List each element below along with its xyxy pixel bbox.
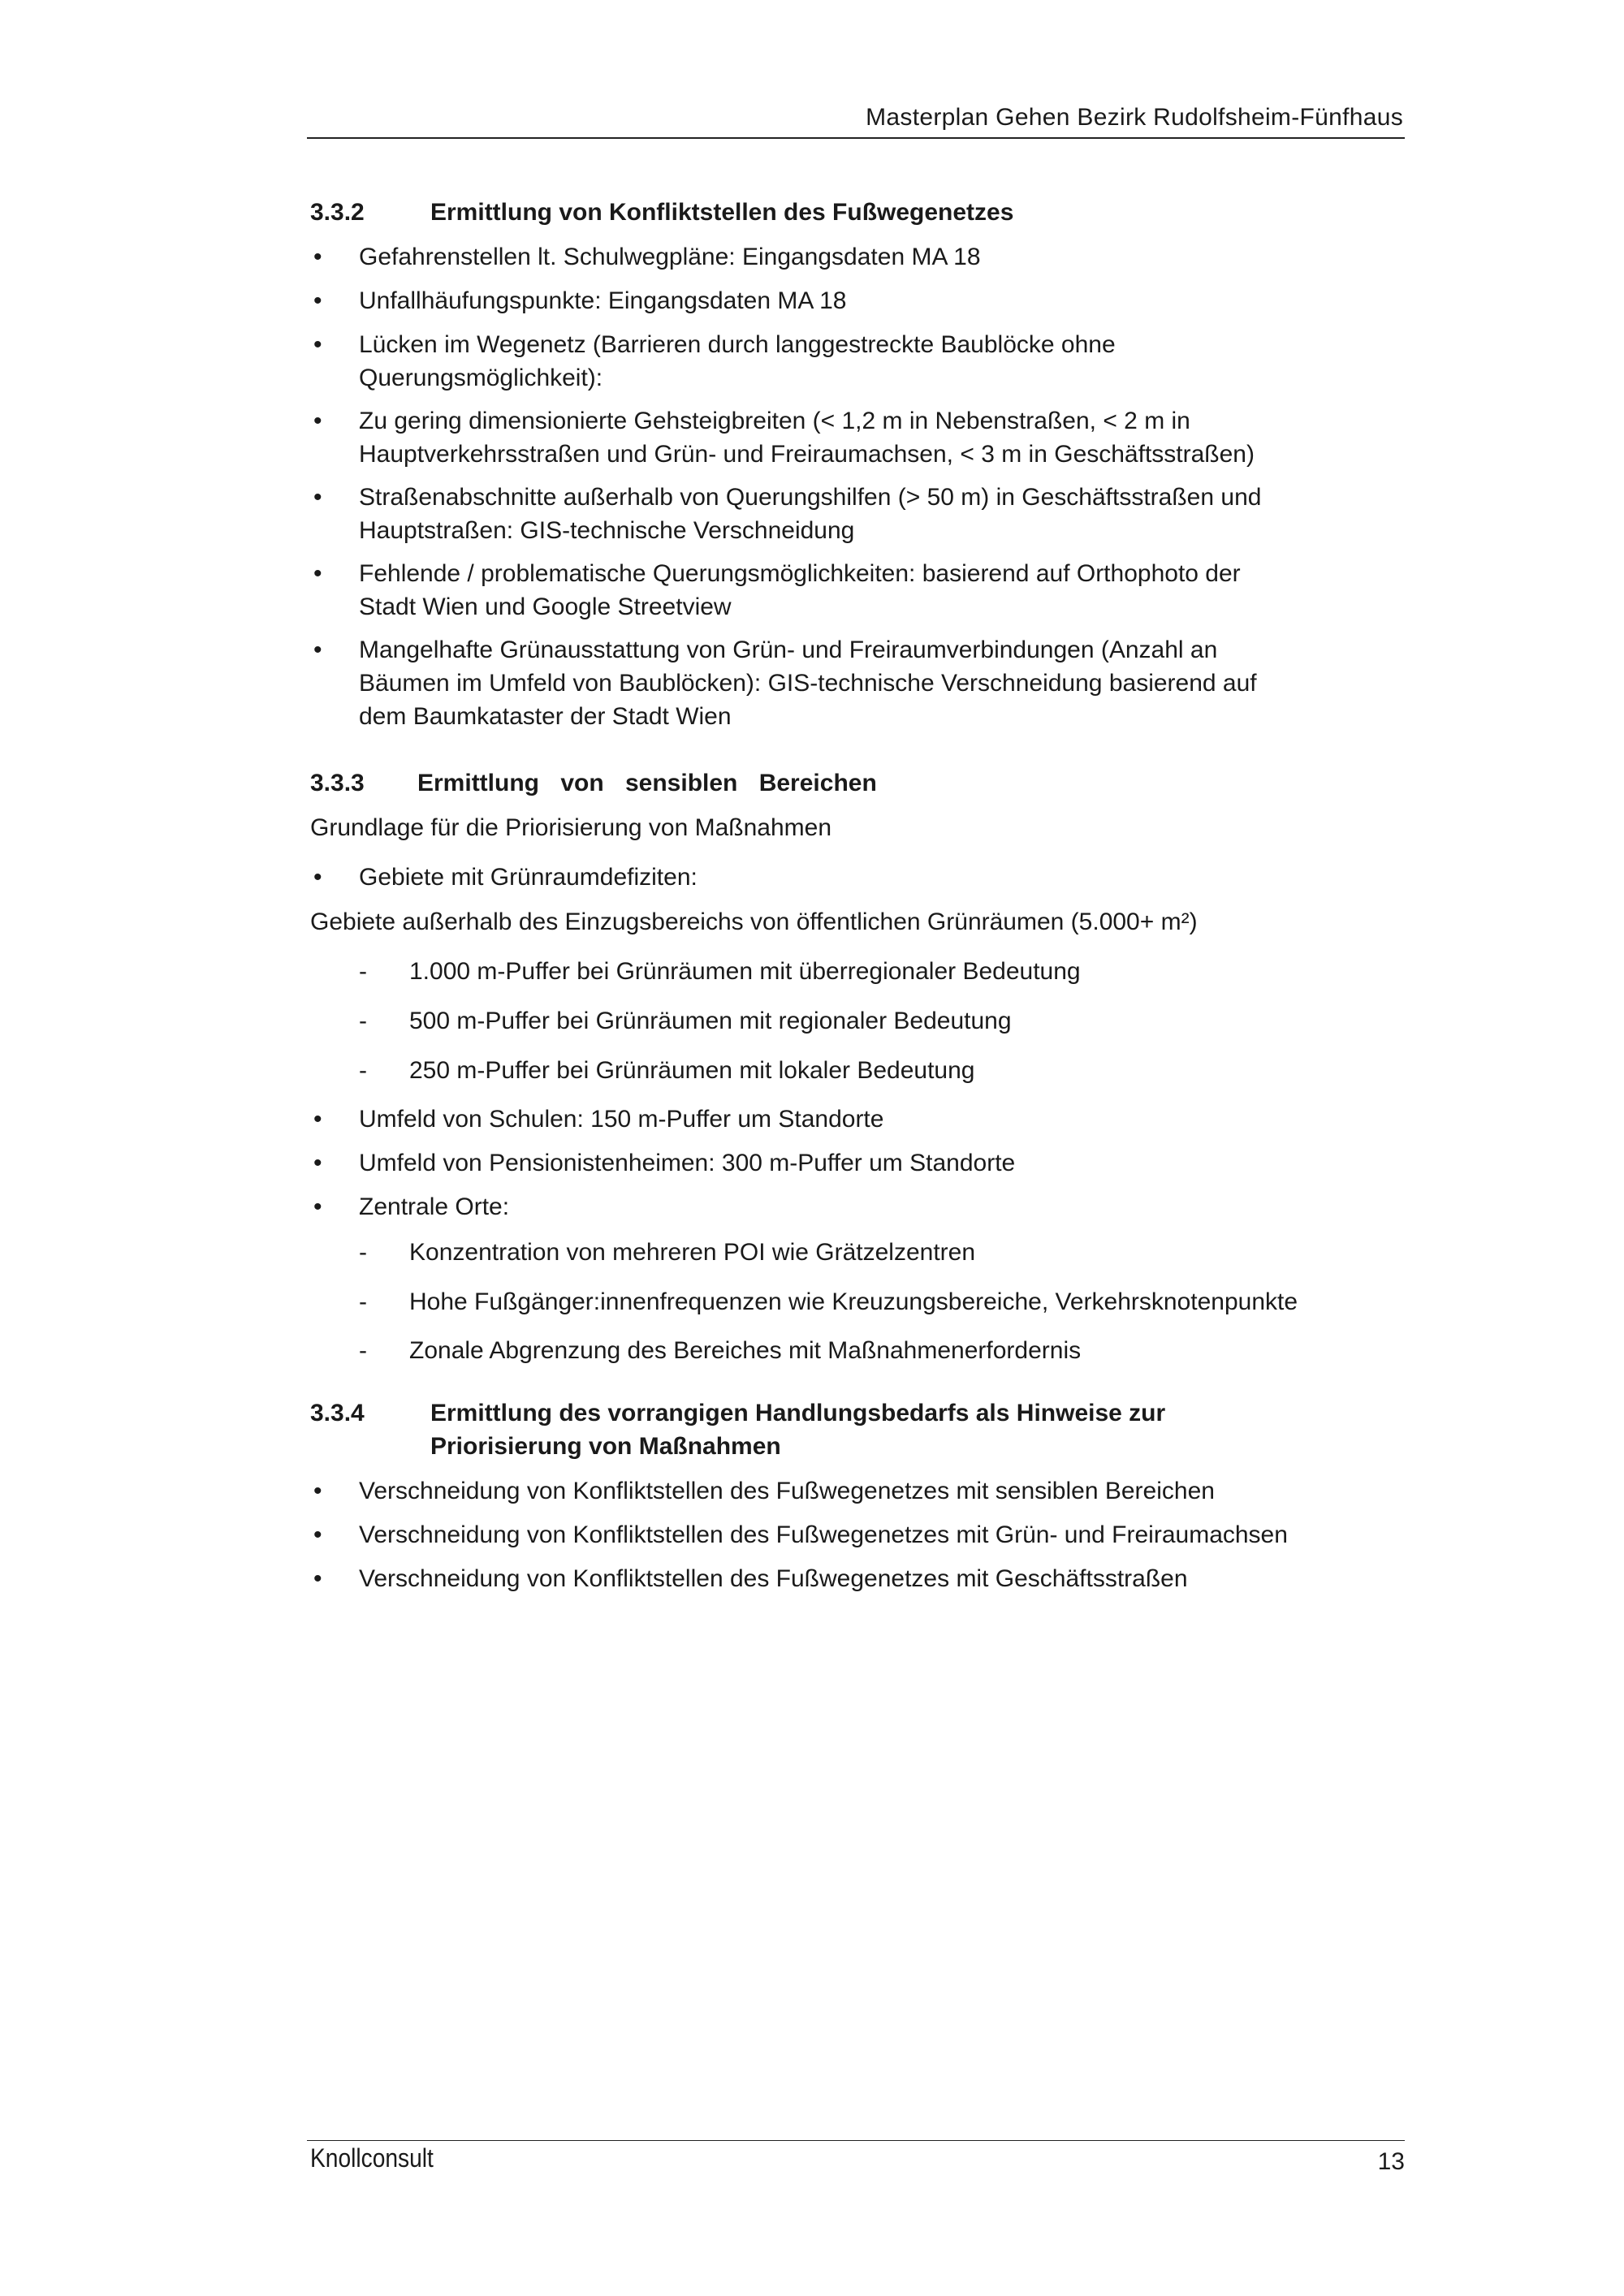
bullet-icon: • (313, 560, 322, 587)
dash-icon: - (359, 1337, 367, 1364)
section-title: Ermittlung des vorrangigen Handlungsbedarfs als Hinweise zur Priorisierung von Maßnahmen (430, 1400, 1166, 1460)
page-number: 13 (1377, 2148, 1405, 2175)
bullet-icon: • (313, 331, 322, 358)
section-number: 3.3.4 (310, 1400, 365, 1426)
page-header-title: Masterplan Gehen Bezirk Rudolfsheim-Fünfhaus (866, 104, 1403, 131)
dash-icon: - (359, 1057, 367, 1084)
bullet-icon: • (313, 244, 322, 270)
section-title: Ermittlung von Konfliktstellen des Fußwegenetzes (430, 199, 1014, 226)
document-page: Masterplan Gehen Bezirk Rudolfsheim-Fünfhaus 3.3.2 Ermittlung von Konfliktstellen des Fußwegenetzes • Gefahrenstellen lt. Schulwegpläne: Eingangsdaten MA 18 • Unfallhäufungspunkte: Eingangsdaten MA 18 • Lücken im Wegenetz (Barrieren durch langgestreckte Baublöcke ohne Querungsmöglichkeit): • Zu gering dimensionierte Gehsteigbreiten (< 1,2 m in Nebenstraßen, < 2 m in Hauptverkehrsstraßen und Grün- und Freiraumachsen, < 3 m in Geschäftsstraßen) • Straßenabschnitte außerhalb von Querungshilfen (> 50 m) in Geschäftsstraßen und Hauptstraßen: GIS-technische Verschneidung • Fehlende / problematische Querungsmöglichkeiten: basierend auf Orthophoto der Stadt Wien und Google Streetview • Mangelhafte Grünausstattung von Grün- und Freiraumverbindungen (Anzahl an Bäumen im Umfeld von Baublöcken): GIS-technische Verschneidung basierend auf dem Baumkataster der Stadt Wien 3.3.3 Ermittlung von sensiblen Bereichen Grundlage für die Priorisierung von Maßnahmen • Gebiete mit Grünraumdefiziten: Gebiete außerhalb des Einzugsbereichs von öffentlichen Grünräumen (5.000+ m²) - 1.000 m-Puffer bei Grünräumen mit überregionaler Bedeutung - 500 m-Puffer bei Grünräumen mit regionaler Bedeutung - 250 m-Puffer bei Grünräumen mit lokaler Bedeutung • Umfeld von Schulen: 150 m-Puffer um Standorte • Umfeld von Pensionistenheimen: 300 m-Puffer um Standorte • Zentrale Orte: - Konzentration von mehreren POI wie Grätzelzentren - Hohe Fußgänger:innenfrequenzen wie Kreuzungsbereiche, Verkehrsknotenpunkte - Zonale Abgrenzung des Bereiches mit Maßnahmenerfordernis 3.3.4 Ermittlung des vorrangigen Handlungsbedarfs als Hinweise zur Priorisierung von Maßnahmen • Verschneidung von Konfliktstellen des Fußwegenetzes mit sensiblen Bereichen • Verschneidung von Konfliktstellen des Fußwegenetzes mit Grün- und Freiraumachsen • Verschneidung von Konfliktstellen des Fußwegenetzes mit Geschäftsstraßen Knollconsult 13 (0, 0, 1624, 2296)
dash-icon: - (359, 1288, 367, 1315)
bullet-icon: • (313, 864, 322, 891)
footer-company: Knollconsult (310, 2143, 434, 2173)
bullet-icon: • (313, 1106, 322, 1133)
bullet-icon: • (313, 637, 322, 663)
bullet-icon: • (313, 1478, 322, 1504)
bullet-icon: • (313, 1150, 322, 1176)
header-rule (307, 137, 1405, 139)
section-intro: Grundlage für die Priorisierung von Maßnahmen (310, 814, 831, 841)
dash-icon: - (359, 1008, 367, 1034)
section-title: Ermittlung von sensiblen Bereichen (417, 770, 877, 796)
bullet-icon: • (313, 484, 322, 511)
section-number: 3.3.2 (310, 199, 365, 226)
bullet-icon: • (313, 1565, 322, 1592)
dash-icon: - (359, 958, 367, 985)
dash-icon: - (359, 1239, 367, 1266)
section-number: 3.3.3 (310, 770, 365, 796)
bullet-icon: • (313, 408, 322, 434)
bullet-icon: • (313, 1193, 322, 1220)
green-deficit-paragraph: Gebiete außerhalb des Einzugsbereichs von öffentlichen Grünräumen (5.000+ m²) (310, 908, 1198, 935)
bullet-icon: • (313, 287, 322, 314)
bullet-icon: • (313, 1521, 322, 1548)
footer-rule (307, 2140, 1405, 2141)
